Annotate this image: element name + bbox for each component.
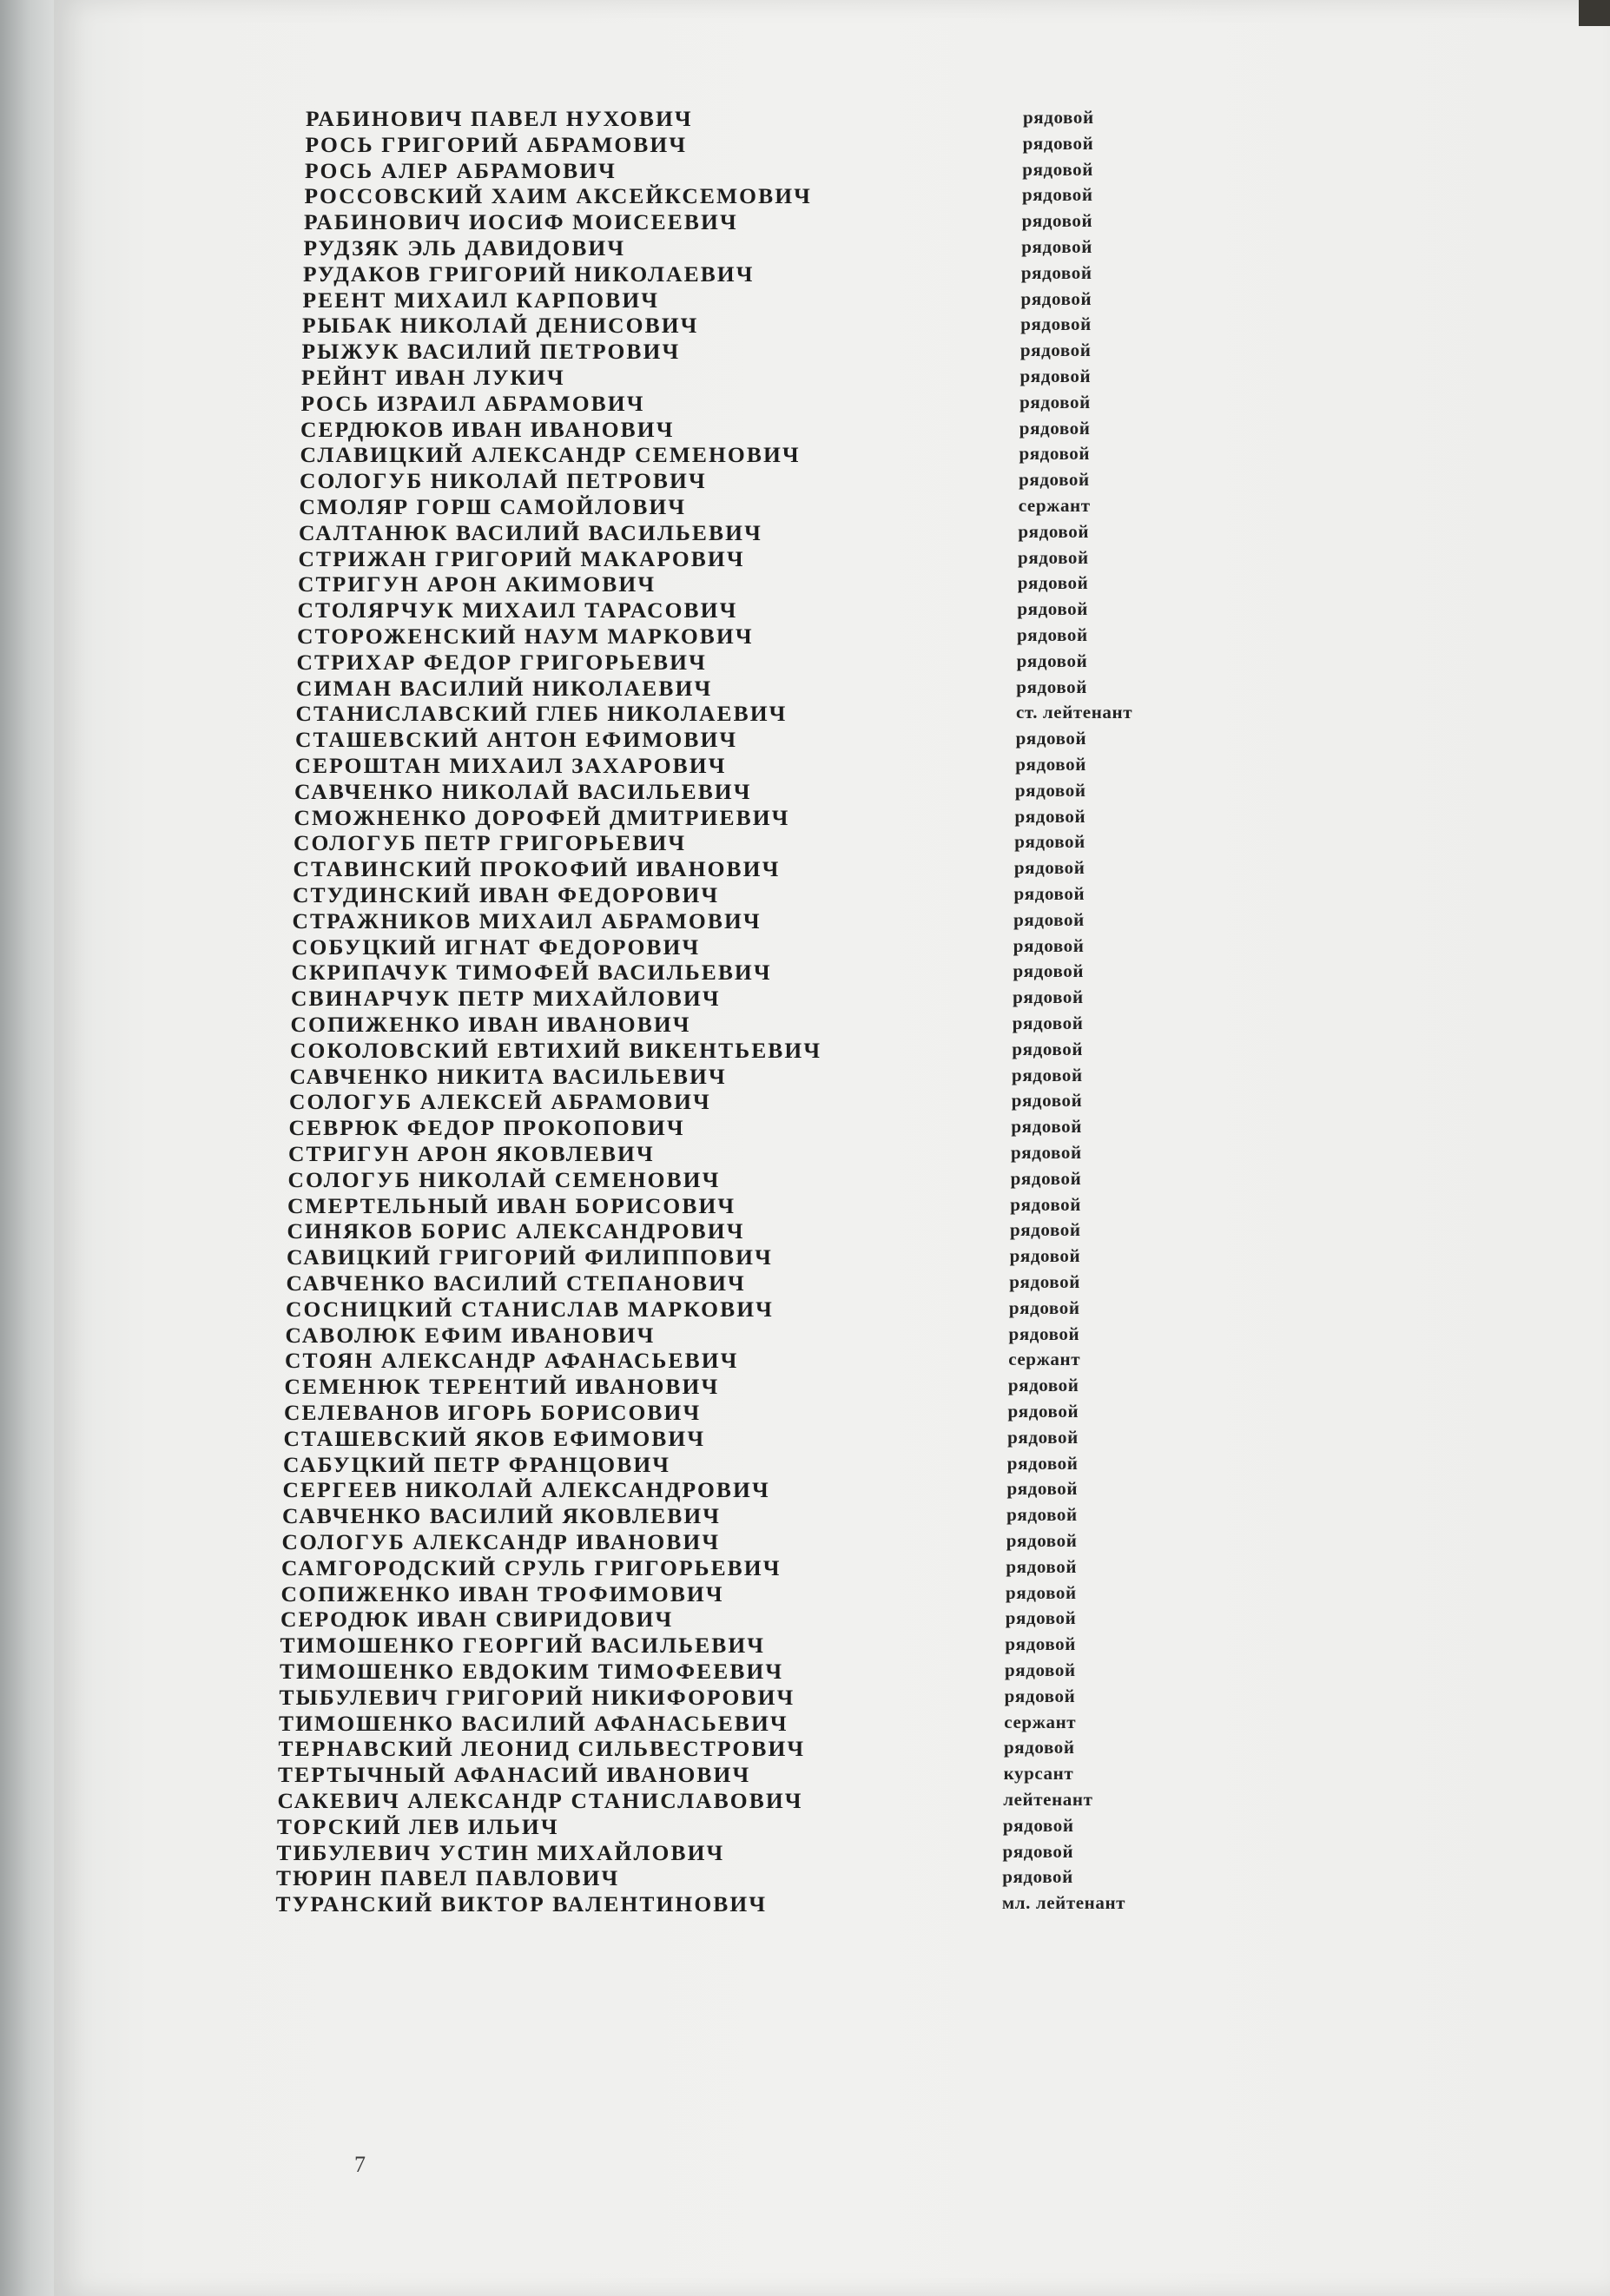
person-name: РЕЕНТ МИХАИЛ КАРПОВИЧ <box>302 287 660 313</box>
military-rank: рядовой <box>1014 805 1086 827</box>
person-name: СТОЛЯРЧУК МИХАИЛ ТАРАСОВИЧ <box>297 597 738 623</box>
military-rank: рядовой <box>1008 1296 1080 1318</box>
person-name: СТАВИНСКИЙ ПРОКОФИЙ ИВАНОВИЧ <box>293 856 781 882</box>
military-rank: ст. лейтенант <box>1015 702 1133 723</box>
person-name: СТРИЖАН ГРИГОРИЙ МАКАРОВИЧ <box>298 545 745 571</box>
person-name: СОЛОГУБ НИКОЛАЙ ПЕТРОВИЧ <box>300 468 707 494</box>
military-rank: рядовой <box>1011 1090 1083 1112</box>
person-name: РАБИНОВИЧ ПАВЕЛ НУХОВИЧ <box>306 106 693 131</box>
person-name: РОСЬ ГРИГОРИЙ АБРАМОВИЧ <box>305 131 688 157</box>
person-name: СТАНИСЛАВСКИЙ ГЛЕБ НИКОЛАЕВИЧ <box>295 701 788 727</box>
military-rank: мл. лейтенант <box>1001 1892 1126 1914</box>
military-rank: рядовой <box>1012 1038 1084 1059</box>
military-rank: рядовой <box>1003 1737 1075 1758</box>
military-rank: рядовой <box>1005 1633 1076 1655</box>
military-rank: лейтенант <box>1003 1789 1093 1810</box>
military-rank: рядовой <box>1002 1866 1073 1888</box>
person-name: САВЧЕНКО НИКОЛАЙ ВАСИЛЬЕВИЧ <box>294 778 752 804</box>
person-name: СТАШЕВСКИЙ ЯКОВ ЕФИМОВИЧ <box>283 1425 706 1451</box>
person-name: СЕРДЮКОВ ИВАН ИВАНОВИЧ <box>300 416 675 442</box>
military-rank: рядовой <box>1012 1064 1083 1085</box>
person-name: ТЮРИН ПАВЕЛ ПАВЛОВИЧ <box>276 1865 620 1891</box>
military-rank: рядовой <box>1019 366 1092 386</box>
military-rank: курсант <box>1003 1763 1074 1785</box>
military-rank: рядовой <box>1006 1555 1078 1577</box>
person-name: СМЕРТЕЛЬНЫЙ ИВАН БОРИСОВИЧ <box>287 1192 736 1218</box>
military-rank: рядовой <box>1002 1814 1074 1836</box>
military-rank: рядовой <box>1017 624 1088 645</box>
military-rank: рядовой <box>1011 1116 1082 1138</box>
person-name: СЛАВИЦКИЙ АЛЕКСАНДР СЕМЕНОВИЧ <box>300 442 801 468</box>
person-name: РУДАКОВ ГРИГОРИЙ НИКОЛАЕВИЧ <box>303 261 755 287</box>
military-rank: рядовой <box>1010 1193 1081 1215</box>
person-name: СТОРОЖЕНСКИЙ НАУМ МАРКОВИЧ <box>297 623 754 649</box>
military-rank: рядовой <box>1021 236 1092 257</box>
military-rank: рядовой <box>1017 572 1089 594</box>
person-name: ТИБУЛЕВИЧ УСТИН МИХАЙЛОВИЧ <box>276 1839 725 1865</box>
person-name: ТИМОШЕНКО ЕВДОКИМ ТИМОФЕЕВИЧ <box>280 1659 784 1684</box>
military-rank: рядовой <box>1007 1401 1079 1422</box>
military-rank: рядовой <box>1013 960 1085 982</box>
person-name: САКЕВИЧ АЛЕКСАНДР СТАНИСЛАВОВИЧ <box>277 1788 803 1813</box>
person-name: СОЛОГУБ АЛЕКСЕЙ АБРАМОВИЧ <box>289 1089 711 1115</box>
person-name: СТАШЕВСКИЙ АНТОН ЕФИМОВИЧ <box>295 727 738 753</box>
person-name: РЕЙНТ ИВАН ЛУКИЧ <box>301 365 565 390</box>
person-name: СТРИГУН АРОН АКИМОВИЧ <box>298 571 657 597</box>
military-rank: рядовой <box>1013 934 1085 956</box>
military-rank: сержант <box>1004 1711 1077 1732</box>
page-mark: 7 <box>354 2152 366 2177</box>
person-name: СТРИГУН АРОН ЯКОВЛЕВИЧ <box>288 1141 655 1166</box>
person-name: СЕРГЕЕВ НИКОЛАЙ АЛЕКСАНДРОВИЧ <box>282 1477 770 1503</box>
military-rank: рядовой <box>1009 1271 1080 1292</box>
person-name: СЕРОШТАН МИХАИЛ ЗАХАРОВИЧ <box>294 753 727 778</box>
person-name: ТУРАНСКИЙ ВИКТОР ВАЛЕНТИНОВИЧ <box>275 1891 768 1917</box>
military-rank: рядовой <box>1010 1167 1082 1189</box>
military-rank: рядовой <box>1014 779 1086 801</box>
person-name: САВЧЕНКО НИКИТА ВАСИЛЬЕВИЧ <box>289 1063 727 1089</box>
military-rank: рядовой <box>1019 417 1091 439</box>
military-rank: рядовой <box>1018 520 1090 542</box>
person-name: СОКОЛОВСКИЙ ЕВТИХИЙ ВИКЕНТЬЕВИЧ <box>290 1037 822 1063</box>
military-rank: рядовой <box>1004 1685 1076 1706</box>
military-rank: рядовой <box>1009 1245 1081 1267</box>
military-rank: рядовой <box>1006 1478 1079 1500</box>
military-rank: рядовой <box>1019 443 1091 465</box>
person-name: ТОРСКИЙ ЛЕВ ИЛЬИЧ <box>277 1813 559 1839</box>
person-name: ТЕРТЫЧНЫЙ АФАНАСИЙ ИВАНОВИЧ <box>278 1762 751 1788</box>
military-rank: рядовой <box>1016 676 1087 697</box>
military-rank: рядовой <box>1017 598 1088 620</box>
person-name: САВЧЕНКО ВАСИЛИЙ СТЕПАНОВИЧ <box>286 1270 746 1296</box>
military-rank: рядовой <box>1015 728 1087 749</box>
person-name: СЕВРЮК ФЕДОР ПРОКОПОВИЧ <box>288 1115 685 1141</box>
military-rank: рядовой <box>1020 287 1092 309</box>
military-rank: рядовой <box>1012 1013 1084 1033</box>
person-name: САВОЛЮК ЕФИМ ИВАНОВИЧ <box>285 1322 656 1348</box>
person-name: РОСЬ АЛЕР АБРАМОВИЧ <box>305 157 617 183</box>
person-name: РАБИНОВИЧ ИОСИФ МОИСЕЕВИЧ <box>304 209 738 235</box>
person-name: СТРИХАР ФЕДОР ГРИГОРЬЕВИЧ <box>296 649 707 675</box>
person-name: САБУЦКИЙ ПЕТР ФРАНЦОВИЧ <box>283 1451 671 1477</box>
military-rank: сержант <box>1018 495 1091 516</box>
military-rank: рядовой <box>1002 1840 1074 1862</box>
person-name: СОЛОГУБ ПЕТР ГРИГОРЬЕВИЧ <box>294 830 687 856</box>
military-rank: рядовой <box>1005 1659 1076 1680</box>
person-name: СКРИПАЧУК ТИМОФЕЙ ВАСИЛЬЕВИЧ <box>291 960 772 986</box>
military-rank: сержант <box>1008 1349 1081 1370</box>
person-name: СИМАН ВАСИЛИЙ НИКОЛАЕВИЧ <box>296 675 713 701</box>
military-rank: рядовой <box>1023 107 1094 128</box>
person-name: СОЛОГУБ НИКОЛАЙ СЕМЕНОВИЧ <box>287 1166 721 1192</box>
person-name: СОСНИЦКИЙ СТАНИСЛАВ МАРКОВИЧ <box>286 1296 774 1322</box>
military-rank: рядовой <box>1006 1452 1079 1474</box>
person-name: РЫЖУК ВАСИЛИЙ ПЕТРОВИЧ <box>301 339 681 365</box>
person-name: САВИЦКИЙ ГРИГОРИЙ ФИЛИППОВИЧ <box>287 1244 773 1270</box>
military-rank: рядовой <box>1020 313 1092 335</box>
person-name: РЫБАК НИКОЛАЙ ДЕНИСОВИЧ <box>302 313 699 339</box>
person-name: СТОЯН АЛЕКСАНДР АФАНАСЬЕВИЧ <box>285 1348 739 1374</box>
military-rank: рядовой <box>1018 546 1089 568</box>
military-rank: рядовой <box>1011 1142 1082 1163</box>
person-name: СМОЛЯР ГОРШ САМОЙЛОВИЧ <box>299 494 687 519</box>
military-rank: рядовой <box>1015 754 1086 775</box>
person-name: СМОЖНЕНКО ДОРОФЕЙ ДМИТРИЕВИЧ <box>294 804 790 830</box>
person-name: СЕРОДЮК ИВАН СВИРИДОВИЧ <box>280 1607 674 1633</box>
person-name: САЛТАНЮК ВАСИЛИЙ ВАСИЛЬЕВИЧ <box>299 519 762 545</box>
person-name: САМГОРОДСКИЙ СРУЛЬ ГРИГОРЬЕВИЧ <box>281 1554 782 1580</box>
person-name: СТРАЖНИКОВ МИХАИЛ АБРАМОВИЧ <box>292 907 762 934</box>
person-name: ТИМОШЕНКО ГЕОРГИЙ ВАСИЛЬЕВИЧ <box>280 1633 766 1659</box>
military-rank: рядовой <box>1006 1530 1078 1551</box>
military-rank: рядовой <box>1007 1426 1079 1448</box>
military-rank: рядовой <box>1019 469 1090 491</box>
person-name: СОПИЖЕНКО ИВАН ТРОФИМОВИЧ <box>280 1580 724 1607</box>
person-name: САВЧЕНКО ВАСИЛИЙ ЯКОВЛЕВИЧ <box>282 1503 722 1529</box>
person-name: СОБУЦКИЙ ИГНАТ ФЕДОРОВИЧ <box>292 934 701 960</box>
military-rank: рядовой <box>1009 1219 1081 1241</box>
military-rank: рядовой <box>1021 210 1093 232</box>
person-name: СЕМЕНЮК ТЕРЕНТИЙ ИВАНОВИЧ <box>284 1374 720 1400</box>
person-name: СЕЛЕВАНОВ ИГОРЬ БОРИСОВИЧ <box>284 1400 702 1425</box>
military-rank: рядовой <box>1021 184 1093 206</box>
person-name: РУДЗЯК ЭЛЬ ДАВИДОВИЧ <box>303 235 626 261</box>
military-rank: рядовой <box>1020 261 1092 283</box>
military-rank: рядовой <box>1013 908 1085 930</box>
military-rank: рядовой <box>1013 883 1085 904</box>
military-rank: рядовой <box>1006 1581 1077 1603</box>
person-name: СИНЯКОВ БОРИС АЛЕКСАНДРОВИЧ <box>287 1218 745 1244</box>
military-rank: рядовой <box>1005 1607 1077 1629</box>
person-name: СТУДИНСКИЙ ИВАН ФЕДОРОВИЧ <box>293 882 720 907</box>
person-name: ТЕРНАВСКИЙ ЛЕОНИД СИЛЬВЕСТРОВИЧ <box>278 1736 806 1762</box>
military-rank: рядовой <box>1013 857 1085 879</box>
person-name: СОПИЖЕНКО ИВАН ИВАНОВИЧ <box>290 1012 691 1037</box>
person-name: СВИНАРЧУК ПЕТР МИХАЙЛОВИЧ <box>291 986 721 1012</box>
military-rank: рядовой <box>1006 1504 1078 1526</box>
military-rank: рядовой <box>1008 1323 1080 1344</box>
military-rank: рядовой <box>1016 650 1088 671</box>
military-rank: рядовой <box>1022 132 1094 154</box>
military-rank: рядовой <box>1022 158 1093 180</box>
military-rank: рядовой <box>1007 1375 1079 1396</box>
person-name: ТЫБУЛЕВИЧ ГРИГОРИЙ НИКИФОРОВИЧ <box>279 1684 795 1710</box>
military-rank: рядовой <box>1013 986 1084 1008</box>
person-name: РОССОВСКИЙ ХАИМ АКСЕЙКСЕМОВИЧ <box>304 183 812 209</box>
military-rank: рядовой <box>1014 831 1085 853</box>
person-name: ТИМОШЕНКО ВАСИЛИЙ АФАНАСЬЕВИЧ <box>279 1710 789 1736</box>
person-name: РОСЬ ИЗРАИЛ АБРАМОВИЧ <box>300 390 645 416</box>
military-rank: рядовой <box>1019 340 1092 361</box>
person-name: СОЛОГУБ АЛЕКСАНДР ИВАНОВИЧ <box>281 1529 721 1554</box>
military-rank: рядовой <box>1019 391 1091 412</box>
